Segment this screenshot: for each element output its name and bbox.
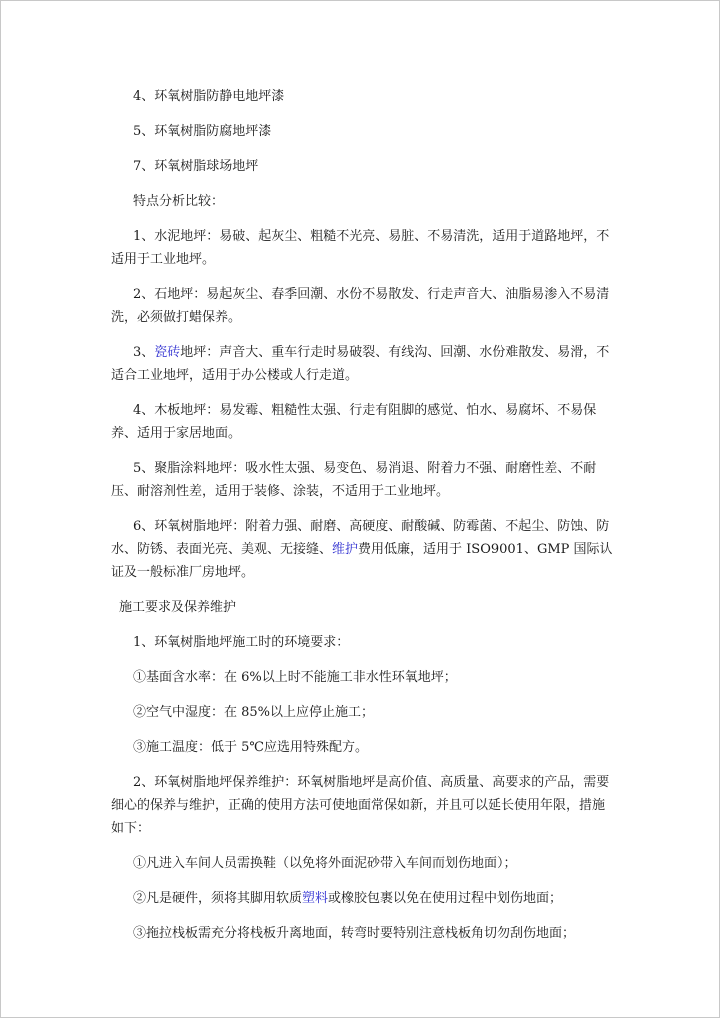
text-run: 或橡胶包裹以免在使用过程中划伤地面； xyxy=(328,891,563,906)
document-body xyxy=(111,85,617,945)
paragraph: 7、环氧树脂球场地坪 xyxy=(133,159,259,174)
paragraph: 1、水泥地坪：易破、起灰尘、粗糙不光亮、易脏、不易清洗，适用于道路地坪，不适用于工业地坪。 xyxy=(111,229,610,267)
plastic-link[interactable]: 塑料 xyxy=(302,891,329,906)
paragraph: 1、环氧树脂地坪施工时的环境要求： xyxy=(133,635,350,650)
paragraph: 4、木板地坪：易发霉、粗糙性太强、行走有阻脚的感觉、怕水、易腐坏、不易保养、适用于家居地面。 xyxy=(111,403,597,441)
list-item: ③拖拉栈板需充分将栈板升离地面，转弯时要特别注意栈板角切勿刮伤地面； xyxy=(133,926,576,941)
paragraph: 2、环氧树脂地坪保养维护：环氧树脂地坪是高价值、高质量、高要求的产品，需要细心的保养与维护，正确的使用方法可使地面常保如新，并且可以延长使用年限，措施如下： xyxy=(111,775,610,836)
text-run: 6、环氧树脂地坪：附着力强、耐磨、高硬度、耐酸碱、防霉菌、不起尘、防蚀、防水、防锈、表面光亮、美观、无接缝、 xyxy=(111,519,610,557)
maintenance-link[interactable]: 维护 xyxy=(332,542,359,557)
list-item xyxy=(111,887,617,910)
text-run: 3、 xyxy=(133,345,155,360)
text-run: ②凡是硬件，须将其脚用软质 xyxy=(133,891,303,906)
section-heading: 特点分析比较： xyxy=(133,194,225,209)
tile-link[interactable]: 瓷砖 xyxy=(154,345,181,360)
text-run: 地坪：声音大、重车行走时易破裂、有线沟、回潮、水份难散发、易滑，不适合工业地坪，适用于办公楼或人行走道。 xyxy=(111,345,610,383)
paragraph xyxy=(111,515,617,584)
paragraph: 5、聚脂涂料地坪：吸水性太强、易变色、易消退、附着力不强、耐磨性差、不耐压、耐溶剂性差，适用于装修、涂装，不适用于工业地坪。 xyxy=(111,461,597,499)
list-item: ①凡进入车间人员需换鞋（以免将外面泥砂带入车间而划伤地面）； xyxy=(133,856,517,871)
paragraph xyxy=(111,341,617,387)
list-item: ③施工温度：低于 5℃应选用特殊配方。 xyxy=(133,740,368,755)
text-run: 费用低廉，适用于 ISO9001、GMP 国际认证及一般标准厂房地坪。 xyxy=(111,542,613,580)
paragraph: 4、环氧树脂防静电地坪漆 xyxy=(133,89,285,104)
paragraph: 5、环氧树脂防腐地坪漆 xyxy=(133,124,272,139)
paragraph: 2、石地坪：易起灰尘、春季回潮、水份不易散发、行走声音大、油脂易渗入不易清洗，必须做打蜡保养。 xyxy=(111,287,610,325)
section-heading: 施工要求及保养维护 xyxy=(119,600,237,615)
list-item: ①基面含水率：在 6%以上时不能施工非水性环氧地坪； xyxy=(133,670,457,685)
list-item: ②空气中湿度：在 85%以上应停止施工； xyxy=(133,705,375,720)
